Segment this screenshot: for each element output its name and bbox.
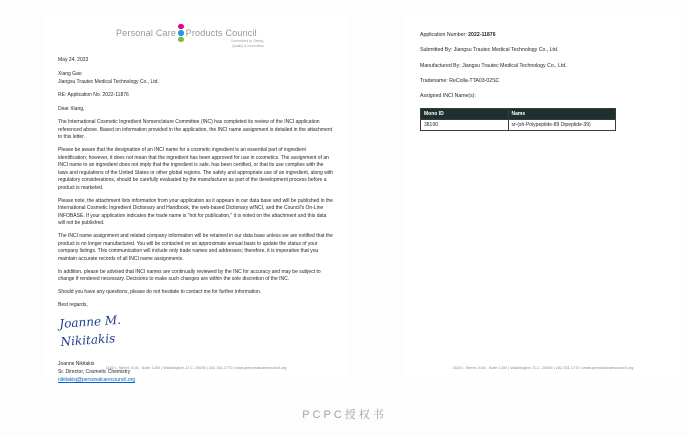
pcpc-logo bbox=[116, 28, 266, 49]
application-number-value: 2022-11876 bbox=[468, 32, 496, 38]
logo-dot-blue-icon bbox=[178, 30, 184, 36]
tradename-label: Tradename: bbox=[420, 77, 448, 84]
signer-email-link[interactable]: nikitakisj@personalcarecouncil.org bbox=[58, 377, 136, 384]
letter-paragraph-4: The INCI name assignment and related company information will be retained in our data base unless we are notified that the product is no longer manufactured. You will be contacted on an approximate annual basis to update the status of your company listings. This communication will include only trade names and addresses; therefore, it is imperative that you maintain accurate records of all INCI name assignments. bbox=[58, 233, 333, 262]
application-number-row bbox=[420, 32, 671, 39]
letter-date: May 24, 2023 bbox=[58, 57, 89, 64]
signer-email-row bbox=[58, 377, 334, 385]
inci-table-header-row bbox=[421, 109, 616, 120]
logo-text-personal-care: Personal Care bbox=[116, 28, 177, 38]
image-caption: PCPC授权书 bbox=[302, 409, 387, 421]
recipient-name: Xiang Gao bbox=[58, 70, 82, 77]
inci-mono-id-cell: 38190 bbox=[421, 120, 509, 131]
manufactured-by-row bbox=[420, 63, 671, 70]
letter-paragraph-3: Please note, the attachment lists information from your application as it appears in our data base and will be published in the International Cosmetic Ingredient Dictionary and Handbook, the web-based Dictionary wINCI, and the Council's On-Line INFOBASE. If your application indicates the trade name is "not for publication," it is noted on the attachment and this data will not be published. bbox=[58, 197, 333, 227]
submitted-by-value: Jiangsu Trautec Medical Technology Co., Ltd. bbox=[453, 47, 559, 54]
signer-title: Sr. Director, Cosmetic Chemistry bbox=[58, 369, 131, 376]
pcpc-logo-wordmark bbox=[116, 28, 266, 38]
logo-tagline-line2: Quality & Innovation bbox=[231, 44, 264, 49]
letter-paragraph-5: In addition, please be advised that INCI names are continually reviewed by the INC for accuracy and may be subject to change if rendered necessary. Decisions to make such changes are within the sole discretion of the INC. bbox=[58, 268, 321, 283]
inci-table-header-name: Name bbox=[508, 109, 615, 120]
logo-dots-icon bbox=[178, 24, 184, 43]
recipient-company: Jiangsu Trautec Medical Technology Co., Ltd. bbox=[58, 78, 159, 85]
salutation: Dear Xiang, bbox=[58, 105, 85, 112]
letter-paragraph-1: The International Cosmetic Ingredient Nomenclature Committee (INC) has completed its review of the INCI application referenced above. Based on information provided in the application, the INCI name assignment is detailed in the attachment to this letter. bbox=[58, 119, 333, 141]
manufactured-by-label: Manufactured By: bbox=[420, 62, 461, 69]
application-number-label: Application Number: bbox=[420, 32, 467, 38]
manufactured-by-value: Jiangsu Trautec Medical Technology Co., Ltd. bbox=[462, 62, 567, 69]
tradename-value: ReColla-TTA03-02SC bbox=[449, 77, 500, 84]
logo-dot-pink-icon bbox=[178, 24, 184, 30]
letter-page bbox=[45, 14, 347, 384]
logo-tagline bbox=[116, 39, 266, 49]
letter-paragraph-2: Please be aware that the designation of an INCI name for a cosmetic ingredient is an essential part of ingredient identification; however, it does not mean that the ingredient has been approved for use in cosmetics. The assignment of an INCI name to an ingredient does not imply that the ingredient is safe, has been certified, or that its use complies with the laws and regulations of the United States or other global regions. The safety and appropriate use of an ingredient, along with regulatory considerations, should be carefully evaluated by the manufacturer as part of the development process before a product is marketed. bbox=[58, 147, 334, 191]
signer-name: Joanne Nikitakis bbox=[58, 361, 95, 368]
inci-name-table bbox=[420, 108, 616, 131]
logo-text-products-council: Products Council bbox=[185, 28, 257, 38]
submitted-by-label: Submitted By: bbox=[420, 47, 453, 54]
inci-heading: Assigned INCI Name(s): bbox=[420, 93, 476, 100]
attachment-footer-address: 1620 L Street, N.W., Suite 1200 | Washington, D.C. 20036 | 202.331.1770 | www.personalcarecouncil.org bbox=[452, 365, 634, 370]
attachment-page bbox=[405, 14, 681, 376]
handwritten-signature: Joanne M. Nikitakis bbox=[58, 312, 122, 350]
logo-dot-green-icon bbox=[178, 37, 184, 43]
logo-tagline-line1: Committed to Safety, bbox=[230, 39, 264, 43]
letter-paragraph-6: Should you have any questions, please do not hesitate to contact me for further information. bbox=[58, 289, 262, 296]
inci-name-cell: sr-(sh-Polypeptide-89 Dipeptide-39) bbox=[508, 120, 615, 131]
tradename-row bbox=[420, 78, 671, 85]
submitted-by-row bbox=[420, 47, 671, 54]
letter-footer-address: 1620 L Street, N.W., Suite 1200 | Washington, D.C. 20036 | 202.331.1770 | www.personalcarecouncil.org bbox=[105, 365, 287, 370]
recipient-block bbox=[58, 71, 334, 87]
inci-table-row bbox=[421, 120, 616, 131]
re-line: RE: Application No. 2022-11876 bbox=[58, 92, 129, 99]
inci-table-header-mono-id: Mono ID bbox=[421, 109, 509, 120]
closing: Best regards, bbox=[58, 302, 88, 309]
